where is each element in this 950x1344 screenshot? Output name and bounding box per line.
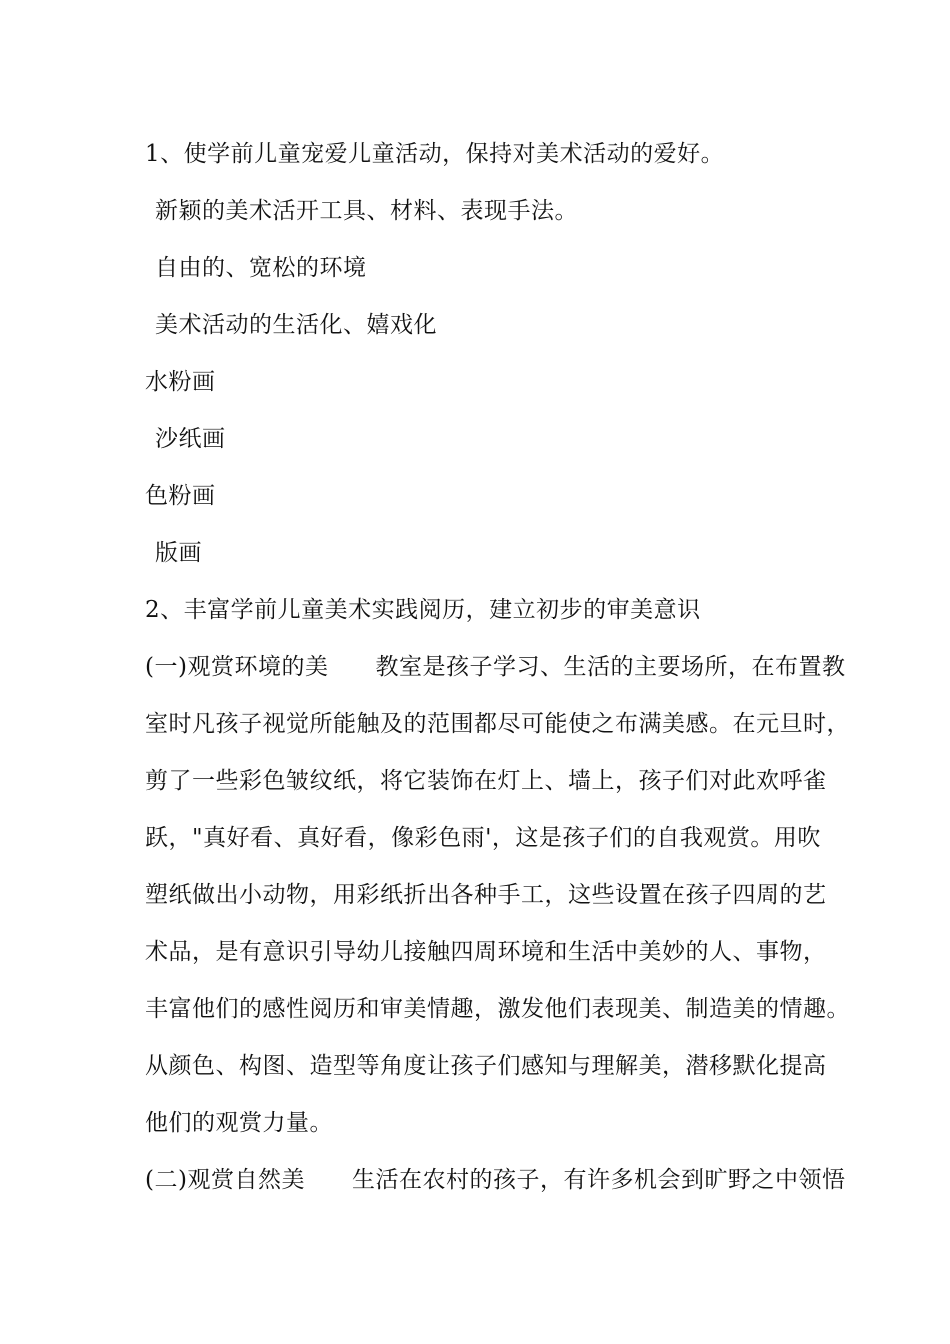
text-line: 色粉画	[145, 483, 216, 509]
paragraph-line: 丰富他们的感性阅历和审美情趣，激发他们表现美、制造美的情趣。	[145, 996, 850, 1022]
paragraph-line: 室时凡孩子视觉所能触及的范围都尽可能使之布满美感。在元旦时，	[145, 711, 850, 737]
paragraph-line: 跃，"真好看、真好看，像彩色雨'，这是孩子们的自我观赏。用吹	[145, 825, 821, 851]
text-line: 自由的、宽松的环境	[155, 255, 367, 281]
text-line: 水粉画	[145, 369, 216, 395]
paragraph-line: 剪了一些彩色皱纹纸，将它装饰在灯上、墙上，孩子们对此欢呼雀	[145, 768, 827, 794]
goal-1-heading: 1、使学前儿童宠爱儿童活动，保持对美术活动的爱好。	[145, 141, 725, 167]
text-line: 沙纸画	[155, 426, 226, 452]
text-line: 新颖的美术活开工具、材料、表现手法。	[155, 198, 578, 224]
text-line: 版画	[155, 540, 202, 566]
text-line: 美术活动的生活化、嬉戏化	[155, 312, 437, 338]
paragraph-line: 他们的观赏力量。	[145, 1110, 333, 1136]
paragraph-line: 术品，是有意识引导幼儿接触四周环境和生活中美妙的人、事物，	[145, 939, 827, 965]
paragraph-line: 从颜色、构图、造型等角度让孩子们感知与理解美，潜移默化提高	[145, 1053, 827, 1079]
goal-2-heading: 2、丰富学前儿童美术实践阅历，建立初步的审美意识	[145, 597, 701, 623]
paragraph-line: (二)观赏自然美 生活在农村的孩子，有许多机会到旷野之中领悟	[145, 1167, 846, 1193]
paragraph-line: 塑纸做出小动物，用彩纸折出各种手工，这些设置在孩子四周的艺	[145, 882, 827, 908]
paragraph-line: (一)观赏环境的美 教室是孩子学习、生活的主要场所，在布置教	[145, 654, 846, 680]
